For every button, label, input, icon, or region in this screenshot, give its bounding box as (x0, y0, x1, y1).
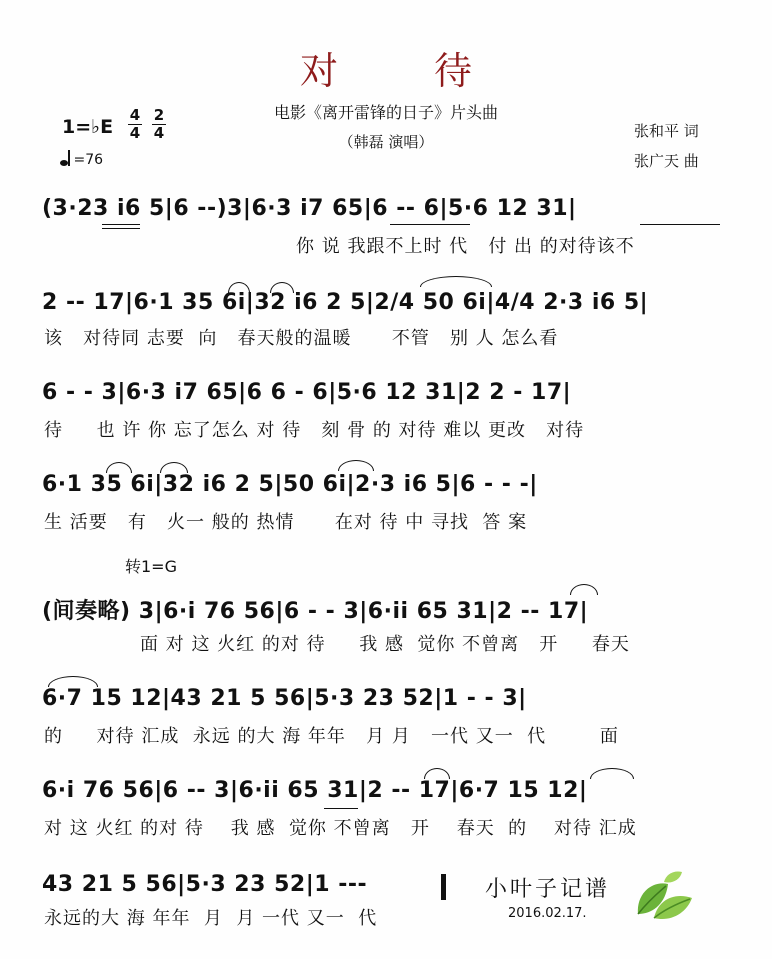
lyricist-credit: 张和平 词 (634, 122, 699, 140)
notation-row-1: (3·23 i6 5|6 --)3|6·3 i7 65|6 -- 6|5·6 12 31| (42, 196, 577, 221)
beat-underline (390, 224, 470, 225)
lyric-row-4: 生 活要 有 火一 般的 热情 在对 待 中 寻找 答 案 (44, 512, 528, 533)
tempo-marking: =76 (60, 148, 103, 168)
lyric-row-2: 该 对待同 志要 向 春天般的温暖 不管 别 人 怎么看 (44, 328, 559, 349)
tie-mark (270, 282, 294, 293)
tie-mark (106, 462, 132, 473)
lyric-row-7: 对 这 火红 的对 待 我 感 觉你 不曾离 开 春天 的 对待 汇成 (44, 818, 637, 839)
lyric-row-6: 的 对待 汇成 永远 的大 海 年年 月 月 一代 又一 代 面 (44, 726, 619, 747)
composer-credit: 张广天 曲 (634, 152, 699, 170)
transcription-date: 2016.02.17. (508, 906, 587, 921)
tie-mark (48, 676, 98, 687)
beat-underline (102, 224, 140, 225)
tea-leaf-icon (628, 868, 696, 924)
modulation-label: 转1=G (125, 557, 177, 576)
notation-row-5: (间奏略) 3|6·i 76 56|6 - - 3|6·ii 65 31|2 -- 17| (42, 599, 589, 624)
lyric-row-5: 面 对 这 火红 的对 待 我 感 觉你 不曾离 开 春天 (140, 634, 630, 655)
notation-row-8: 43 21 5 56|5·3 23 52|1 --- (42, 872, 368, 897)
notation-row-4: 6·1 35 6i|32 i6 2 5|50 6i|2·3 i6 5|6 - - -| (42, 472, 538, 497)
tie-mark (424, 768, 450, 779)
beat-underline (640, 224, 720, 225)
tie-mark (228, 282, 250, 293)
lyric-row-1: 你 说 我跟不上时 代 付 出 的对待该不 (296, 236, 635, 257)
tie-mark (420, 276, 492, 287)
time-signature-2-4: 2 4 (153, 106, 165, 142)
notation-row-2: 2 -- 17|6·1 35 6i|32 i6 2 5|2/4 50 6i|4/4 2·3 i6 5| (42, 290, 649, 315)
singer-credit: （韩磊 演唱） (338, 133, 434, 151)
transcriber-signature: 小叶子记谱 (485, 877, 611, 902)
tie-mark (338, 460, 374, 471)
lyric-row-3: 待 也 许 你 忘了怎么 对 待 刻 骨 的 对待 难以 更改 对待 (44, 420, 585, 441)
notation-row-7: 6·i 76 56|6 -- 3|6·ii 65 31|2 -- 17|6·7 15 12| (42, 778, 588, 803)
notation-row-3: 6 - - 3|6·3 i7 65|6 6 - 6|5·6 12 31|2 2 - 17| (42, 380, 572, 405)
song-subtitle: 电影《离开雷锋的日子》片头曲 (273, 103, 498, 122)
tie-mark (590, 768, 634, 779)
beat-underline (324, 808, 358, 809)
notation-row-6: 6·7 15 12|43 21 5 56|5·3 23 52|1 - - 3| (42, 686, 527, 711)
lyric-row-8: 永远的大 海 年年 月 月 一代 又一 代 (44, 908, 378, 929)
tie-mark (160, 462, 188, 473)
time-signature-4-4: 4 4 (129, 106, 141, 142)
final-barline (441, 874, 446, 900)
beat-underline (102, 228, 140, 229)
key-signature: 1=♭E (62, 116, 114, 138)
quarter-note-icon (60, 160, 68, 166)
song-title: 对 待 (299, 49, 515, 93)
tie-mark (570, 584, 598, 595)
